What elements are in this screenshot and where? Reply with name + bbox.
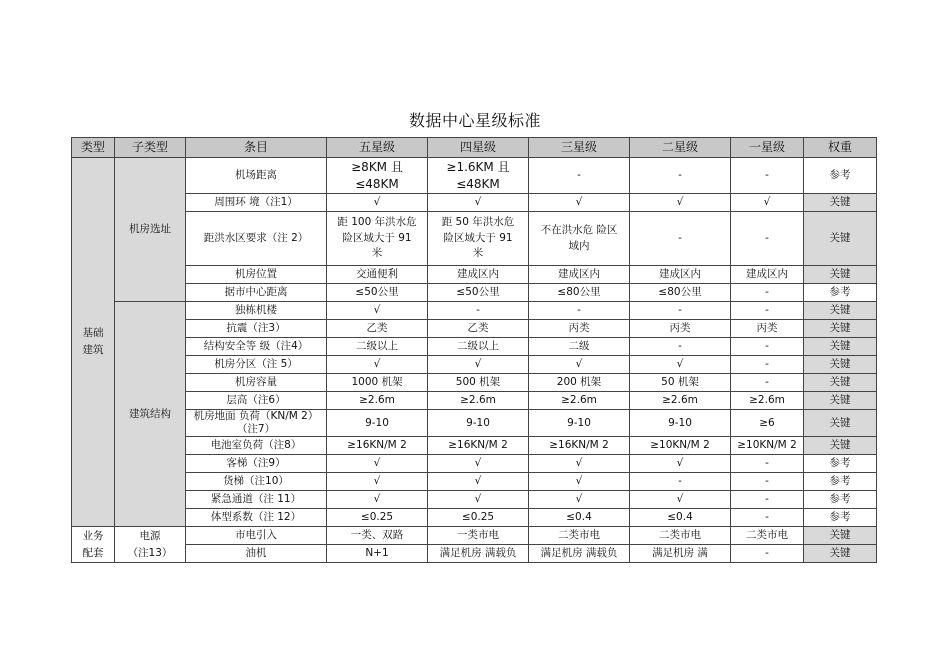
cell-four-star: √ — [428, 356, 529, 374]
cell-item: 客梯（注9） — [186, 455, 327, 473]
cell-item: 机房地面 负荷（KN/M 2）（注7） — [186, 410, 327, 437]
table-row — [72, 545, 877, 563]
subgroup-cell-site-selection: 机房选址 — [115, 158, 186, 302]
cell-item: 油机 — [186, 545, 327, 563]
cell-two-star: √ — [630, 356, 731, 374]
cell-four-star: 9-10 — [428, 410, 529, 437]
cell-five-star: 二级以上 — [327, 338, 428, 356]
cell-two-star: - — [630, 212, 731, 266]
cell-one-star: - — [731, 509, 804, 527]
cell-four-star: √ — [428, 491, 529, 509]
cell-weight: 关键 — [804, 410, 877, 437]
cell-four-star: ≥16KN/M 2 — [428, 437, 529, 455]
cell-item: 抗震（注3） — [186, 320, 327, 338]
cell-five-star: √ — [327, 455, 428, 473]
cell-one-star: 丙类 — [731, 320, 804, 338]
cell-weight: 关键 — [804, 194, 877, 212]
cell-weight: 关键 — [804, 266, 877, 284]
group-cell-basic-building: 基础 建筑 — [72, 158, 115, 527]
table-row — [72, 194, 877, 212]
cell-three-star: ≥2.6m — [529, 392, 630, 410]
cell-two-star: - — [630, 158, 731, 194]
cell-three-star: √ — [529, 356, 630, 374]
table-row — [72, 302, 877, 320]
cell-item: 机房位置 — [186, 266, 327, 284]
cell-two-star: 9-10 — [630, 410, 731, 437]
cell-three-star: 丙类 — [529, 320, 630, 338]
cell-five-star: ≥8KM 且 ≤48KM — [327, 158, 428, 194]
table-row — [72, 338, 877, 356]
cell-three-star: √ — [529, 194, 630, 212]
cell-weight: 关键 — [804, 356, 877, 374]
subgroup-cell-building-structure: 建筑结构 — [115, 302, 186, 527]
cell-one-star: - — [731, 302, 804, 320]
cell-three-star: - — [529, 158, 630, 194]
cell-one-star: - — [731, 545, 804, 563]
star-rating-table — [71, 137, 877, 563]
cell-four-star: 500 机架 — [428, 374, 529, 392]
cell-item: 周围环 境（注1） — [186, 194, 327, 212]
header-cell-subtype: 子类型 — [115, 138, 186, 158]
cell-four-star: ≤0.25 — [428, 509, 529, 527]
cell-five-star: ≥2.6m — [327, 392, 428, 410]
cell-two-star: √ — [630, 455, 731, 473]
cell-four-star: √ — [428, 455, 529, 473]
cell-one-star: - — [731, 491, 804, 509]
cell-one-star: - — [731, 158, 804, 194]
cell-weight: 关键 — [804, 545, 877, 563]
cell-three-star: ≤80公里 — [529, 284, 630, 302]
cell-two-star: ≤80公里 — [630, 284, 731, 302]
cell-five-star: 1000 机架 — [327, 374, 428, 392]
cell-item: 电池室负荷（注8） — [186, 437, 327, 455]
cell-three-star: 200 机架 — [529, 374, 630, 392]
cell-four-star: 距 50 年洪水危 险区域大于 91 米 — [428, 212, 529, 266]
cell-three-star: 不在洪水危 险区 域内 — [529, 212, 630, 266]
cell-item: 结构安全等 级（注4） — [186, 338, 327, 356]
cell-five-star: √ — [327, 356, 428, 374]
cell-one-star: - — [731, 356, 804, 374]
cell-two-star: - — [630, 302, 731, 320]
table-row — [72, 437, 877, 455]
cell-weight: 关键 — [804, 320, 877, 338]
cell-one-star: 建成区内 — [731, 266, 804, 284]
cell-weight: 参考 — [804, 473, 877, 491]
cell-weight: 关键 — [804, 212, 877, 266]
cell-item: 机房分区（注 5） — [186, 356, 327, 374]
cell-item: 紧急通道（注 11） — [186, 491, 327, 509]
cell-four-star: 建成区内 — [428, 266, 529, 284]
table-row — [72, 284, 877, 302]
cell-three-star: √ — [529, 473, 630, 491]
subgroup-cell-power-supply: 电源 （注13） — [115, 527, 186, 563]
cell-five-star: √ — [327, 194, 428, 212]
cell-four-star: √ — [428, 194, 529, 212]
cell-two-star: 50 机架 — [630, 374, 731, 392]
cell-item: 据市中心距离 — [186, 284, 327, 302]
cell-four-star: √ — [428, 473, 529, 491]
header-row — [72, 138, 877, 158]
cell-two-star: 满足机房 满 — [630, 545, 731, 563]
cell-two-star: - — [630, 473, 731, 491]
cell-four-star: ≥2.6m — [428, 392, 529, 410]
cell-three-star: 建成区内 — [529, 266, 630, 284]
cell-two-star: ≤0.4 — [630, 509, 731, 527]
cell-four-star: ≤50公里 — [428, 284, 529, 302]
cell-one-star: - — [731, 284, 804, 302]
cell-five-star: 交通便利 — [327, 266, 428, 284]
cell-item: 独栋机楼 — [186, 302, 327, 320]
cell-three-star: 二类市电 — [529, 527, 630, 545]
cell-one-star: - — [731, 338, 804, 356]
cell-three-star: ≥16KN/M 2 — [529, 437, 630, 455]
cell-item: 货梯（注10） — [186, 473, 327, 491]
cell-three-star: √ — [529, 455, 630, 473]
cell-weight: 参考 — [804, 509, 877, 527]
cell-weight: 关键 — [804, 374, 877, 392]
cell-four-star: 满足机房 满载负 — [428, 545, 529, 563]
cell-five-star: √ — [327, 491, 428, 509]
cell-item: 距洪水区要求（注 2） — [186, 212, 327, 266]
header-cell-five-star: 五星级 — [327, 138, 428, 158]
cell-weight: 参考 — [804, 455, 877, 473]
header-cell-three-star: 三星级 — [529, 138, 630, 158]
cell-item: 层高（注6） — [186, 392, 327, 410]
cell-five-star: ≤50公里 — [327, 284, 428, 302]
cell-three-star: - — [529, 302, 630, 320]
table-row — [72, 509, 877, 527]
cell-five-star: 9-10 — [327, 410, 428, 437]
header-cell-one-star: 一星级 — [731, 138, 804, 158]
table-row — [72, 455, 877, 473]
table-row — [72, 374, 877, 392]
cell-five-star: N+1 — [327, 545, 428, 563]
cell-four-star: ≥1.6KM 且 ≤48KM — [428, 158, 529, 194]
cell-three-star: ≤0.4 — [529, 509, 630, 527]
table-row — [72, 356, 877, 374]
cell-four-star: 二级以上 — [428, 338, 529, 356]
cell-one-star: - — [731, 374, 804, 392]
table-row — [72, 491, 877, 509]
cell-five-star: √ — [327, 302, 428, 320]
table-row — [72, 473, 877, 491]
cell-item: 机场距离 — [186, 158, 327, 194]
header-cell-four-star: 四星级 — [428, 138, 529, 158]
cell-four-star: - — [428, 302, 529, 320]
cell-two-star: ≥2.6m — [630, 392, 731, 410]
document-title: 数据中心星级标准 — [408, 111, 541, 130]
cell-five-star: ≥16KN/M 2 — [327, 437, 428, 455]
table-row — [72, 392, 877, 410]
cell-two-star: - — [630, 338, 731, 356]
cell-five-star: √ — [327, 473, 428, 491]
cell-one-star: ≥10KN/M 2 — [731, 437, 804, 455]
cell-one-star: ≥6 — [731, 410, 804, 437]
table-row — [72, 320, 877, 338]
cell-weight: 参考 — [804, 284, 877, 302]
cell-weight: 关键 — [804, 302, 877, 320]
cell-weight: 关键 — [804, 527, 877, 545]
cell-one-star: 二类市电 — [731, 527, 804, 545]
table-row — [72, 266, 877, 284]
table-row — [72, 527, 877, 545]
cell-three-star: 9-10 — [529, 410, 630, 437]
header-cell-item: 条目 — [186, 138, 327, 158]
cell-five-star: 距 100 年洪水危 险区域大于 91 米 — [327, 212, 428, 266]
header-cell-type: 类型 — [72, 138, 115, 158]
cell-three-star: √ — [529, 491, 630, 509]
group-cell-business-support: 业务 配套 — [72, 527, 115, 563]
cell-four-star: 乙类 — [428, 320, 529, 338]
table-row — [72, 410, 877, 437]
cell-two-star: 丙类 — [630, 320, 731, 338]
table-row — [72, 212, 877, 266]
cell-three-star: 满足机房 满载负 — [529, 545, 630, 563]
cell-two-star: 二类市电 — [630, 527, 731, 545]
cell-one-star: - — [731, 473, 804, 491]
cell-two-star: √ — [630, 194, 731, 212]
cell-two-star: √ — [630, 491, 731, 509]
cell-two-star: ≥10KN/M 2 — [630, 437, 731, 455]
table-row — [72, 158, 877, 194]
cell-five-star: ≤0.25 — [327, 509, 428, 527]
cell-item: 机房容量 — [186, 374, 327, 392]
cell-five-star: 一类、双路 — [327, 527, 428, 545]
cell-four-star: 一类市电 — [428, 527, 529, 545]
cell-five-star: 乙类 — [327, 320, 428, 338]
cell-one-star: ≥2.6m — [731, 392, 804, 410]
cell-one-star: - — [731, 212, 804, 266]
cell-weight: 关键 — [804, 338, 877, 356]
cell-item: 体型系数（注 12） — [186, 509, 327, 527]
header-cell-two-star: 二星级 — [630, 138, 731, 158]
cell-one-star: - — [731, 455, 804, 473]
cell-weight: 关键 — [804, 392, 877, 410]
cell-two-star: 建成区内 — [630, 266, 731, 284]
cell-three-star: 二级 — [529, 338, 630, 356]
header-cell-weight: 权重 — [804, 138, 877, 158]
cell-one-star: √ — [731, 194, 804, 212]
cell-item: 市电引入 — [186, 527, 327, 545]
cell-weight: 参考 — [804, 158, 877, 194]
cell-weight: 关键 — [804, 437, 877, 455]
cell-weight: 参考 — [804, 491, 877, 509]
